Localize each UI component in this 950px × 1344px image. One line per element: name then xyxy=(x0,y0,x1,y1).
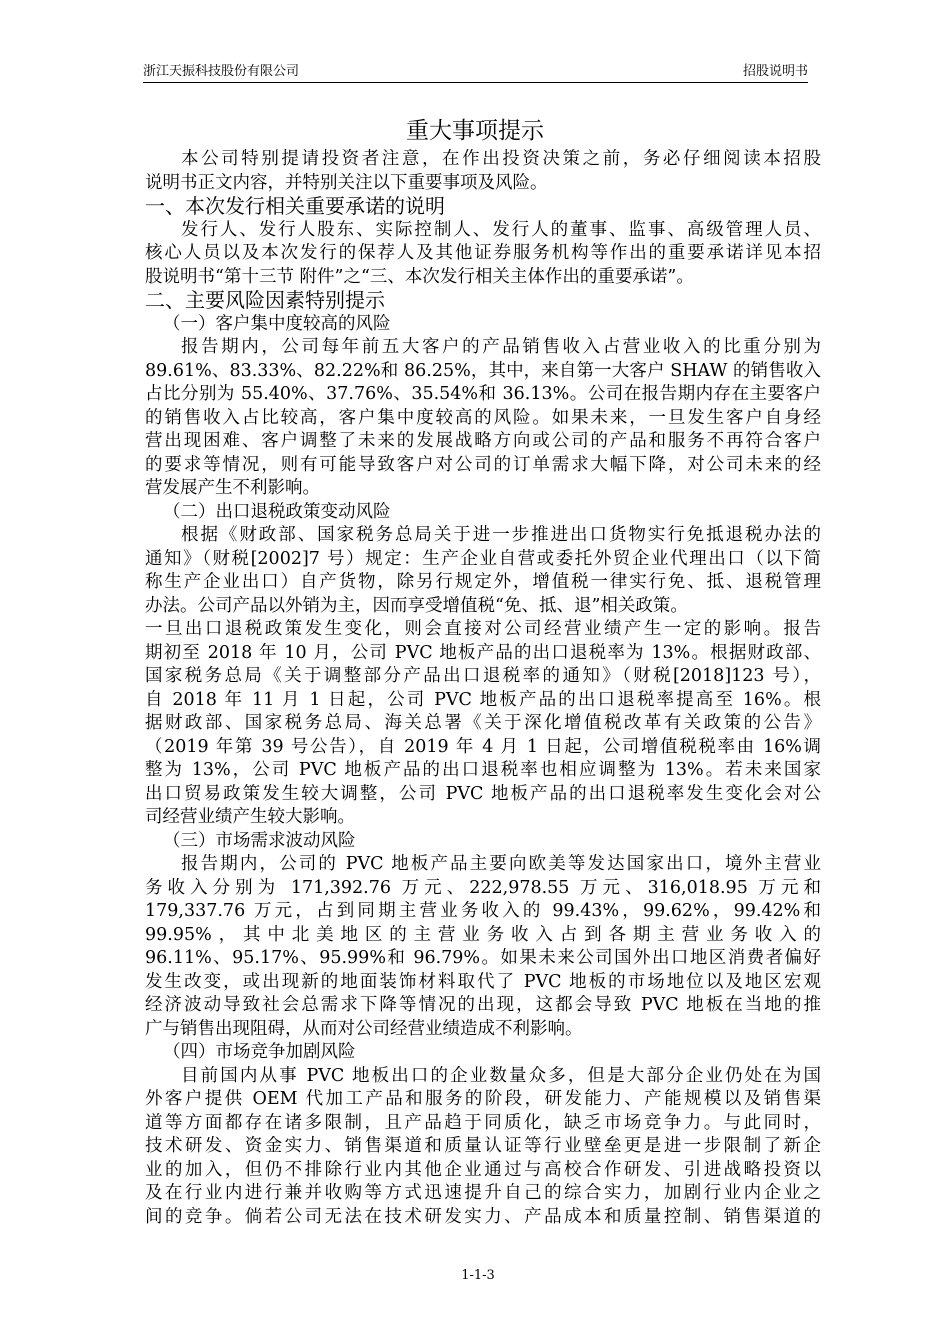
page-title: 重大事项提示 xyxy=(406,118,544,144)
paragraph xyxy=(145,853,821,1041)
text-line: 一旦出口退税政策发生变化，则会直接对公司经营业绩产生一定的影响。报告 xyxy=(145,619,821,639)
text-line: 179,337.76 万元，占到同期主营业务收入的 99.43%，99.62%，99.42%和 xyxy=(145,901,821,921)
text-line: （2019 年第 39 号公告），自 2019 年 4 月 1 日起，公司增值税税率由 16%调 xyxy=(145,736,821,757)
subsection-heading xyxy=(145,830,821,854)
text-line: 间的竞争。倘若公司无法在技术研发实力、产品成本和质量控制、销售渠道的 xyxy=(145,1206,821,1227)
text-line: 占比分别为 55.40%、37.76%、35.54%和 36.13%。公司在报告期内存在主要客户 xyxy=(145,384,821,404)
text-line: 自 2018 年 11 月 1 日起，公司 PVC 地板产品的出口退税率提高至 16%。根 xyxy=(145,689,821,710)
text-line: 技术研发、资金实力、销售渠道和质量认证等行业壁垒更是进一步限制了新企 xyxy=(145,1136,821,1156)
text-line: 业的加入，但仍不排除行业内其他企业通过与高校合作研发、引进战略投资以 xyxy=(145,1159,821,1180)
text-line: 务收入分别为 171,392.76 万元、222,978.55 万元、316,018.95 万元和 xyxy=(145,877,821,898)
text-line: 办法。公司产品以外销为主，因而享受增值税“免、抵、退”相关政策。 xyxy=(145,595,688,616)
subsection-heading xyxy=(145,1041,821,1065)
section-heading xyxy=(145,195,821,219)
header-company: 浙江天振科技股份有限公司 xyxy=(143,64,300,79)
text-line: 根据《财政部、国家税务总局关于进一步推进出口货物实行免抵退税办法的 xyxy=(181,525,821,545)
text-line: （四）市场竞争加剧风险 xyxy=(163,1042,356,1062)
subsection-heading xyxy=(145,501,821,525)
text-line: （三）市场需求波动风险 xyxy=(163,830,356,851)
text-line: 二、主要风险因素特别提示 xyxy=(145,288,385,312)
text-line: 外客户提供 OEM 代加工产品和服务的阶段，研发能力、产能规模以及销售渠 xyxy=(145,1089,821,1109)
text-line: 99.95%，其中北美地区的主营业务收入占到各期主营业务收入的 xyxy=(145,924,821,945)
text-line: 出口贸易政策发生较大调整，公司 PVC 地板产品的出口退税率发生变化会对公 xyxy=(145,783,821,804)
text-line: 经济波动导致社会总需求下降等情况的出现，这都会导致 PVC 地板在当地的推 xyxy=(145,995,821,1015)
paragraph xyxy=(145,219,821,290)
text-line: 目前国内从事 PVC 地板出口的企业数量众多，但是大部分企业仍处在为国 xyxy=(181,1065,821,1086)
text-line: 89.61%、83.33%、82.22%和 86.25%，其中，来自第一大客户 SHAW 的销售收入 xyxy=(145,360,821,381)
text-line: 道等方面都存在诸多限制，且产品趋于同质化，缺乏市场竞争力。与此同时， xyxy=(145,1112,821,1133)
text-line: （一）客户集中度较高的风险 xyxy=(163,313,391,334)
text-line: 说明书正文内容，并特别关注以下重要事项及风险。 xyxy=(145,172,548,193)
page-number: 1-1-3 xyxy=(461,1268,495,1283)
text-line: 的销售收入占比较高，客户集中度较高的风险。如果未来，一旦发生客户自身经 xyxy=(145,407,821,428)
text-line: 广与销售出现阻碍，从而对公司经营业绩造成不利影响。 xyxy=(145,1018,583,1039)
section-heading xyxy=(145,289,821,313)
text-line: 据财政部、国家税务总局、海关总署《关于深化增值税改革有关政策的公告》 xyxy=(145,713,821,733)
header-doc-type: 招股说明书 xyxy=(742,64,808,79)
text-line: 报告期内，公司的 PVC 地板产品主要向欧美等发达国家出口，境外主营业 xyxy=(181,854,821,874)
text-line: 称生产企业出口）自产货物，除另行规定外，增值税一律实行免、抵、退税管理 xyxy=(145,572,821,592)
text-line: 的要求等情况，则有可能导致客户对公司的订单需求大幅下降，对公司未来的经 xyxy=(145,454,821,475)
text-line: 发生改变，或出现新的地面装饰材料取代了 PVC 地板的市场地位以及地区宏观 xyxy=(145,971,821,992)
page-header xyxy=(143,58,808,83)
text-line: 通知》（财税[2002]7 号）规定：生产企业自营或委托外贸企业代理出口（以下简 xyxy=(145,548,821,569)
document-body xyxy=(145,148,821,1229)
paragraph xyxy=(145,618,821,830)
text-line: 及在行业内进行兼并收购等方式迅速提升自己的综合实力，加剧行业内企业之 xyxy=(145,1183,821,1203)
text-line: 股说明书“第十三节 附件”之“三、本次发行相关主体作出的重要承诺”。 xyxy=(145,266,694,287)
paragraph xyxy=(145,1065,821,1230)
text-line: 期初至 2018 年 10 月，公司 PVC 地板产品的出口退税率为 13%。根据财政部、 xyxy=(145,642,821,663)
text-line: （二）出口退税政策变动风险 xyxy=(163,501,391,522)
text-line: 本公司特别提请投资者注意，在作出投资决策之前，务必仔细阅读本招股 xyxy=(181,149,821,169)
text-line: 司经营业绩产生较大影响。 xyxy=(145,807,355,827)
paragraph xyxy=(145,148,821,195)
text-line: 96.11%、95.17%、95.99%和 96.79%。如果未来公司国外出口地区消费者偏好 xyxy=(145,948,821,968)
text-line: 整为 13%，公司 PVC 地板产品的出口退税率也相应调整为 13%。若未来国家 xyxy=(145,760,821,780)
text-line: 发行人、发行人股东、实际控制人、发行人的董事、监事、高级管理人员、 xyxy=(181,219,821,240)
text-line: 报告期内，公司每年前五大客户的产品销售收入占营业收入的比重分别为 xyxy=(181,337,821,357)
text-line: 国家税务总局《关于调整部分产品出口退税率的通知》（财税[2018]123 号）， xyxy=(145,666,821,686)
paragraph xyxy=(145,524,821,618)
paragraph xyxy=(145,336,821,501)
text-line: 营发展产生不利影响。 xyxy=(145,478,320,498)
text-line: 营出现困难、客户调整了未来的发展战略方向或公司的产品和服务不再符合客户 xyxy=(145,431,821,451)
text-line: 一、本次发行相关重要承诺的说明 xyxy=(145,194,445,218)
text-line: 核心人员以及本次发行的保荐人及其他证券服务机构等作出的重要承诺详见本招 xyxy=(145,243,821,263)
subsection-heading xyxy=(145,313,821,337)
